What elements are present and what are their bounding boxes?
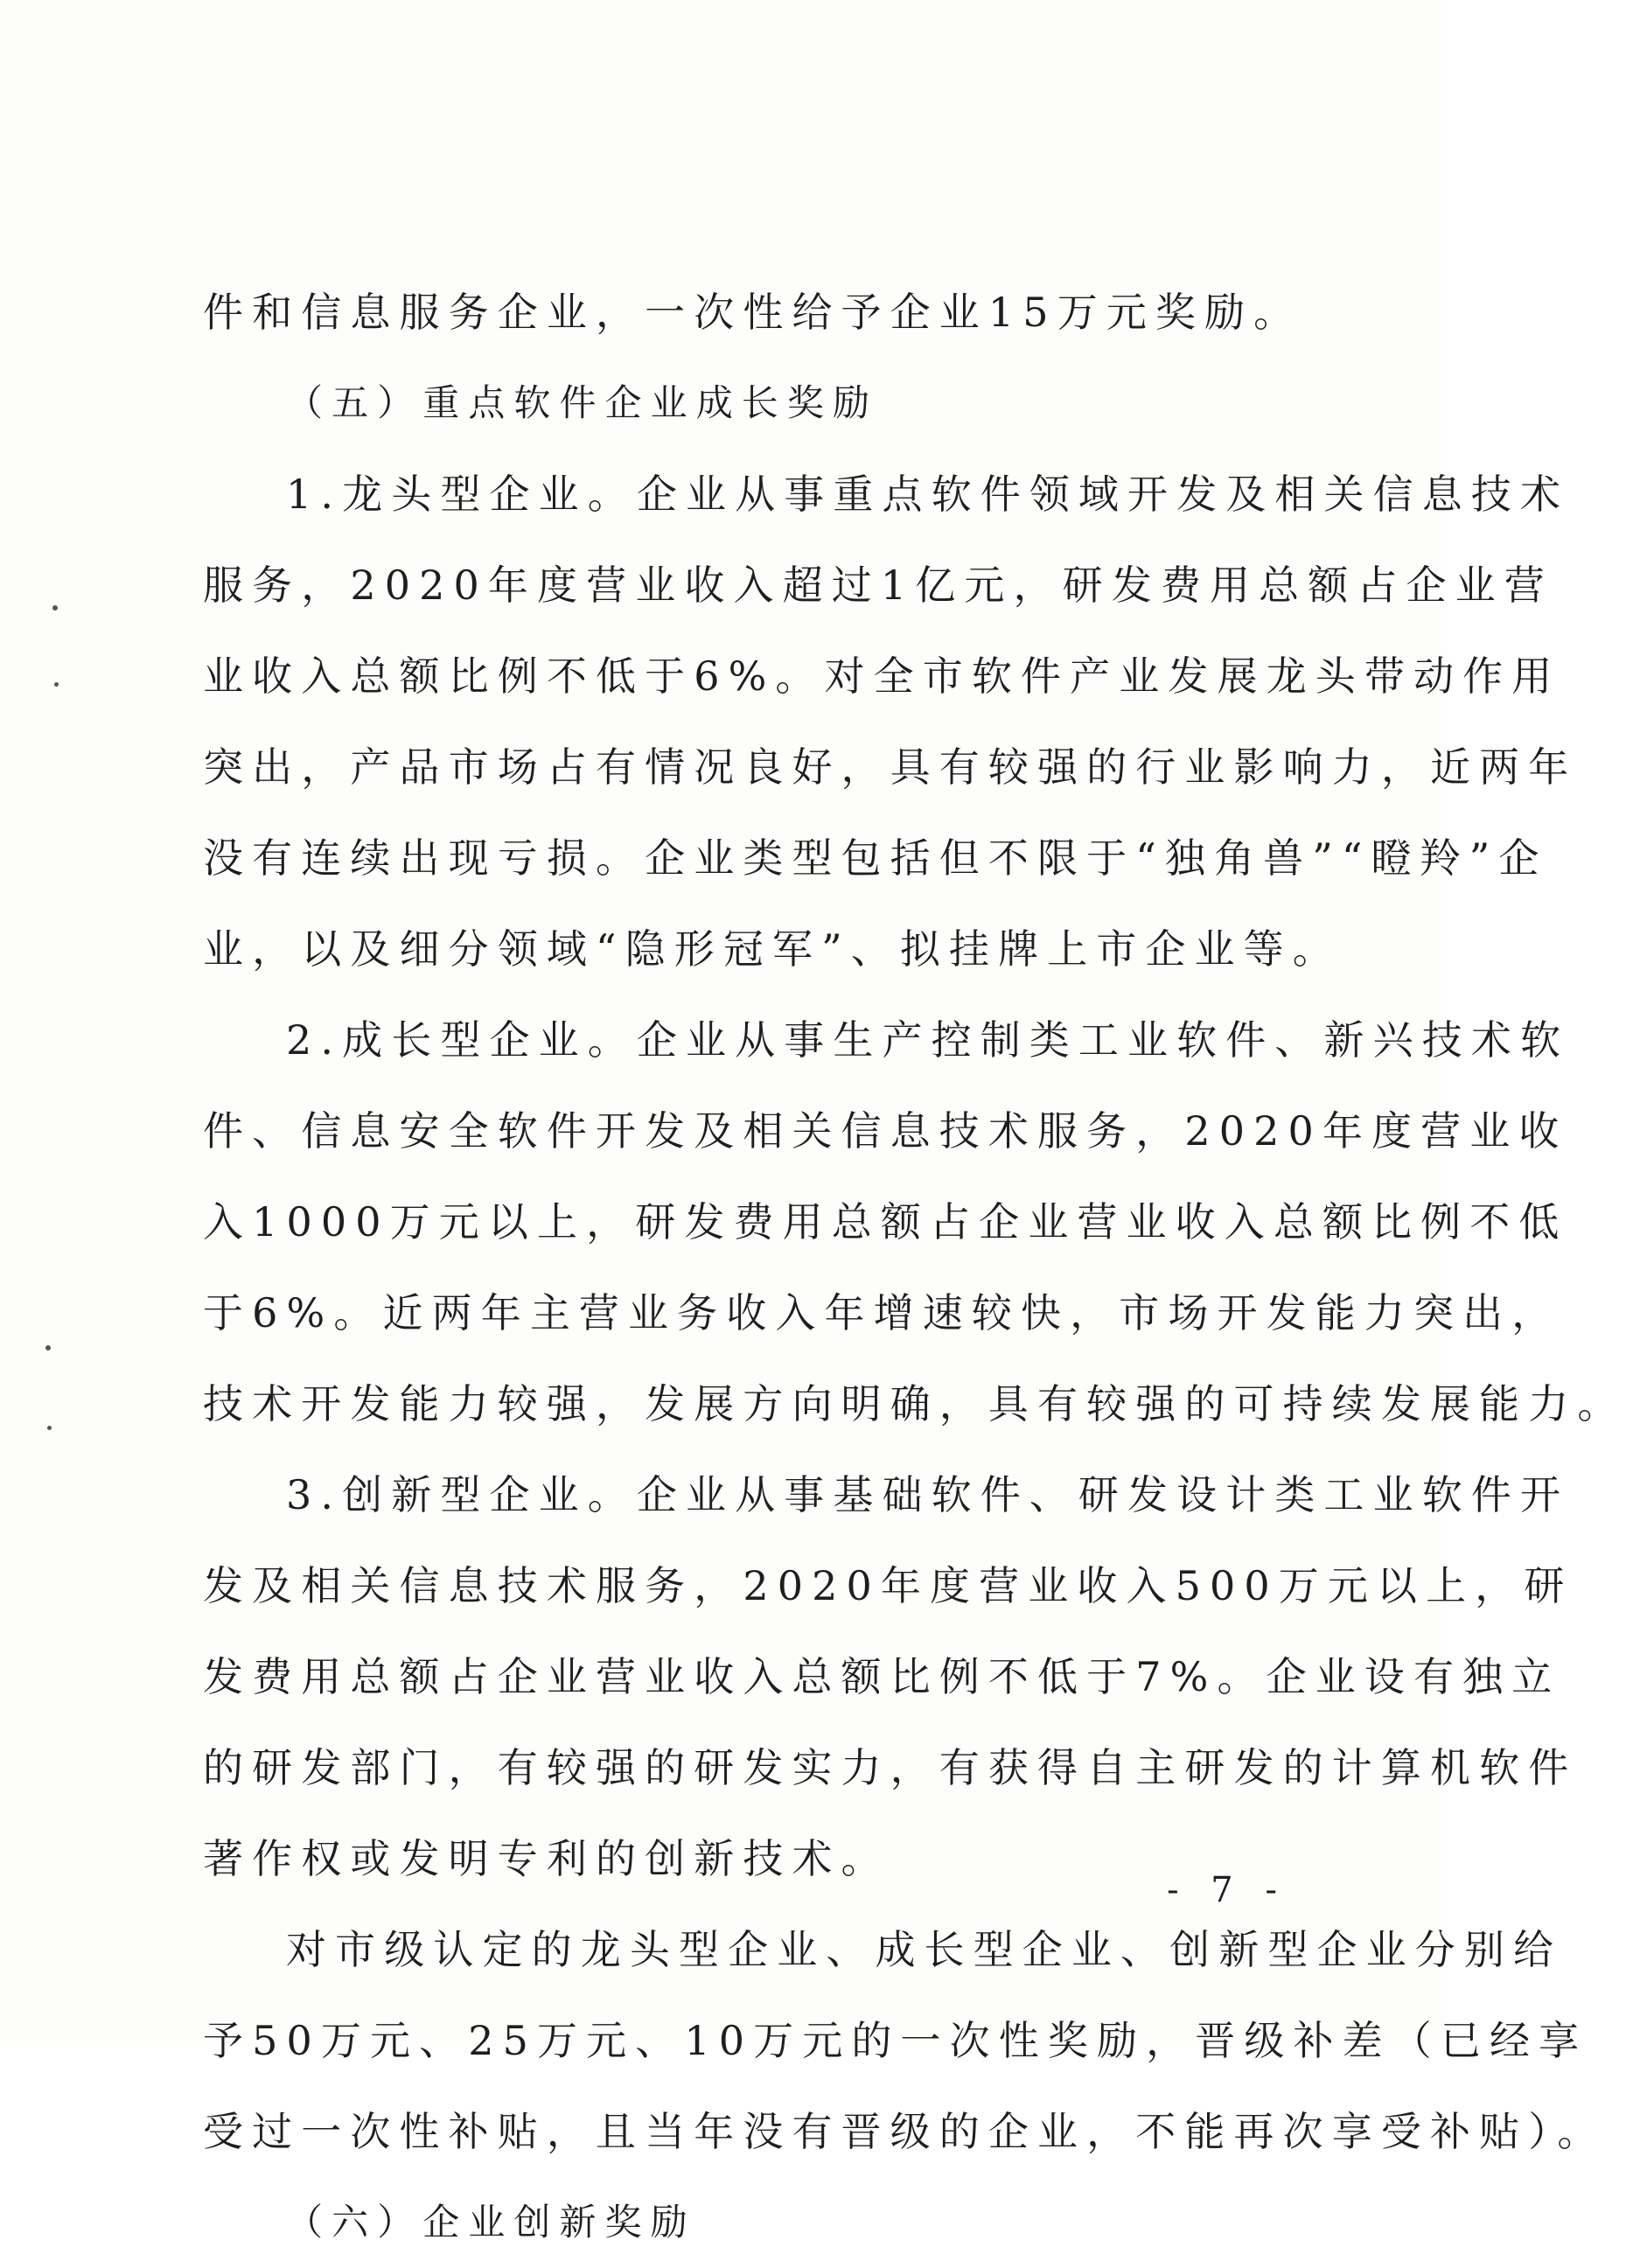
text-line: 予50万元、25万元、10万元的一次性奖励，晋级补差（已经享 — [203, 2017, 1588, 2064]
scan-speck — [52, 605, 58, 611]
text-line: 业，以及细分领域“隐形冠军”、拟挂牌上市企业等。 — [203, 925, 1342, 973]
text-line: 服务，2020年度营业收入超过1亿元，研发费用总额占企业营 — [203, 562, 1553, 609]
text-line: 对市级认定的龙头型企业、成长型企业、创新型企业分别给 — [286, 1926, 1563, 1973]
text-line: 发及相关信息技术服务，2020年度营业收入500万元以上，研 — [203, 1562, 1574, 1609]
text-line: 技术开发能力较强，发展方向明确，具有较强的可持续发展能力。 — [203, 1380, 1626, 1427]
text-line: 2.成长型企业。企业从事生产控制类工业软件、新兴技术软 — [286, 1016, 1570, 1064]
text-line: 入1000万元以上，研发费用总额占企业营业收入总额比例不低 — [203, 1198, 1568, 1246]
text-line: 3.创新型企业。企业从事基础软件、研发设计类工业软件开 — [286, 1471, 1570, 1518]
text-line: 著作权或发明专利的创新技术。 — [203, 1835, 890, 1882]
text-line: 突出，产品市场占有情况良好，具有较强的行业影响力，近两年 — [203, 743, 1578, 791]
section-heading-5: （五）重点软件企业成长奖励 — [286, 381, 879, 424]
text-line: 没有连续出现亏损。企业类型包括但不限于“独角兽”“瞪羚”企 — [203, 834, 1548, 882]
text-line: 件、信息安全软件开发及相关信息技术服务，2020年度营业收 — [203, 1107, 1568, 1155]
scan-speck — [47, 1426, 52, 1430]
scan-speck — [54, 682, 59, 687]
text-line: 发费用总额占企业营业收入总额比例不低于7%。企业设有独立 — [203, 1653, 1561, 1700]
text-line: 1.龙头型企业。企业从事重点软件领域开发及相关信息技术 — [286, 471, 1570, 518]
scan-speck — [45, 1345, 51, 1350]
text-line: 于6%。近两年主营业务收入年增速较快，市场开发能力突出， — [203, 1289, 1561, 1336]
text-line: 受过一次性补贴，且当年没有晋级的企业，不能再次享受补贴）。 — [203, 2108, 1607, 2155]
text-line: 的研发部门，有较强的研发实力，有获得自主研发的计算机软件 — [203, 1744, 1578, 1791]
text-line: 件和信息服务企业，一次性给予企业15万元奖励。 — [203, 289, 1303, 336]
document-body — [203, 267, 1626, 2268]
text-line: 业收入总额比例不低于6%。对全市软件产业发展龙头带动作用 — [203, 652, 1561, 700]
page-number: - 7 - — [1167, 1870, 1288, 1910]
section-heading-6: （六）企业创新奖励 — [286, 2201, 696, 2244]
